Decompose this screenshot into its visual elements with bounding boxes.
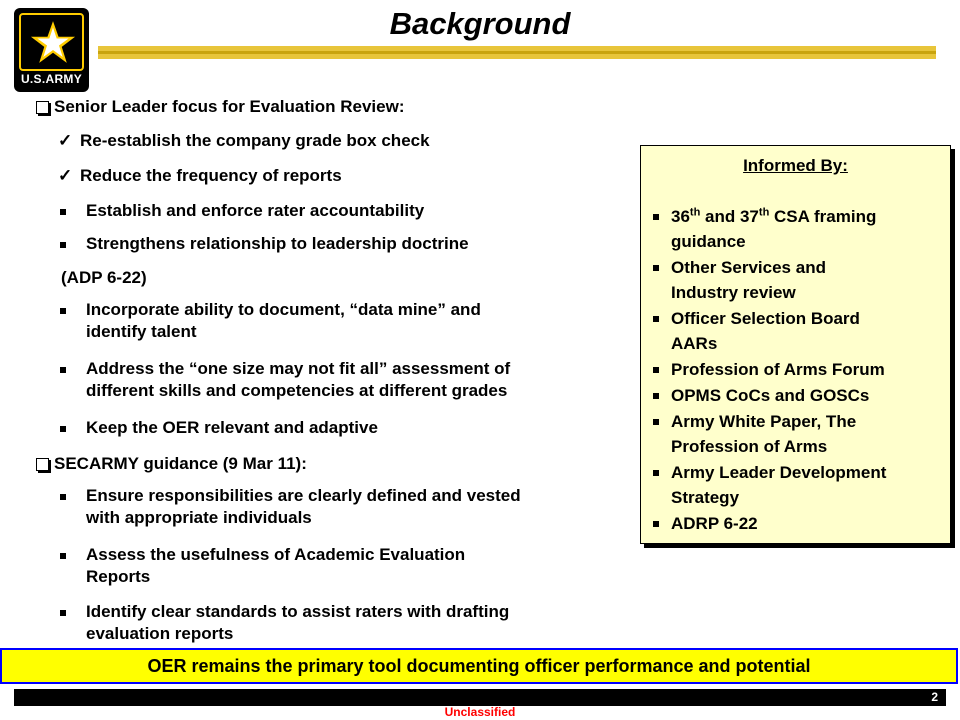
list-item-text: SECARMY guidance (9 Mar 11): (54, 454, 307, 473)
informed-by-heading: Informed By: (743, 156, 848, 175)
list-item-text: Re-establish the company grade box check (80, 131, 430, 150)
list-item-text-line1: Address the “one size may not fit all” assessment of (86, 359, 511, 378)
footer-bar (14, 689, 946, 706)
logo-text: U.S.ARMY (20, 72, 83, 86)
square-bullet-icon (653, 265, 659, 271)
square-bullet-icon (60, 494, 66, 500)
list-item-line2: Strategy (671, 488, 740, 507)
list-item-line1: Officer Selection Board (671, 309, 860, 328)
list-item-text: (ADP 6-22) (61, 268, 147, 287)
ordinal-suffix: th (689, 206, 701, 219)
square-bullet-icon (653, 214, 659, 220)
checkbox-bullet-icon (36, 458, 49, 471)
classification-label: Unclassified (444, 705, 516, 719)
list-item-line1: Profession of Arms Forum (671, 360, 885, 379)
list-item-text: Strengthens relationship to leadership doctrine (86, 234, 469, 253)
list-item-text-line1: Incorporate ability to document, “data mine” and (86, 300, 481, 319)
informed-by-list (653, 204, 943, 537)
informed-by-box (640, 145, 951, 544)
list-item-text-line2: Reports (86, 567, 151, 586)
list-item (653, 306, 943, 356)
list-item-text: Establish and enforce rater accountability (86, 201, 425, 220)
square-bullet-icon (60, 367, 66, 373)
square-bullet-icon (653, 521, 659, 527)
square-bullet-icon (653, 367, 659, 373)
checkmark-icon: ✓ (58, 131, 73, 150)
square-bullet-icon (653, 470, 659, 476)
list-item-text-line1: Ensure responsibilities are clearly defined and vested (86, 486, 521, 505)
list-item-line1: ADRP 6-22 (671, 514, 758, 533)
square-bullet-icon (653, 393, 659, 399)
csa-number-36: 36 (671, 207, 690, 226)
square-bullet-icon (653, 419, 659, 425)
list-item-text-line2: different skills and competencies at different grades (86, 381, 508, 400)
list-item (653, 511, 943, 536)
list-item-line1: Other Services and (671, 258, 826, 277)
square-bullet-icon (653, 316, 659, 322)
list-item-text: Keep the OER relevant and adaptive (86, 418, 378, 437)
list-item-line1 (671, 204, 943, 229)
list-item-line1: Army Leader Development (671, 463, 887, 482)
list-item-text: Reduce the frequency of reports (80, 166, 342, 185)
list-item-text: CSA framing (769, 207, 877, 226)
square-bullet-icon (60, 242, 66, 248)
page-title: Background (389, 6, 571, 41)
list-item-line2: AARs (671, 334, 718, 353)
list-item (653, 409, 943, 459)
list-item (653, 460, 943, 510)
list-item-text-line2: identify talent (86, 322, 197, 341)
title-rule (98, 46, 936, 59)
csa-number-37: and 37 (700, 207, 759, 226)
square-bullet-icon (60, 553, 66, 559)
checkmark-icon: ✓ (58, 166, 73, 185)
list-item (653, 255, 943, 305)
list-item (653, 357, 943, 382)
list-item-line2: Industry review (671, 283, 796, 302)
square-bullet-icon (60, 610, 66, 616)
list-item-text-line1: Assess the usefulness of Academic Evaluation (86, 545, 466, 564)
list-item (653, 383, 943, 408)
ordinal-suffix: th (758, 206, 770, 219)
key-message-banner: OER remains the primary tool documenting officer performance and potential (0, 648, 958, 684)
checkbox-bullet-icon (36, 101, 49, 114)
list-item-text-line2: evaluation reports (86, 624, 234, 643)
list-item-line2: guidance (671, 232, 746, 251)
list-item-text-line1: Identify clear standards to assist raters with drafting (86, 602, 510, 621)
square-bullet-icon (60, 308, 66, 314)
square-bullet-icon (60, 209, 66, 215)
square-bullet-icon (60, 426, 66, 432)
list-item-line1: Army White Paper, The (671, 412, 857, 431)
page-number: 2 (931, 690, 938, 704)
list-item-line2: Profession of Arms (671, 437, 828, 456)
list-item-line1: OPMS CoCs and GOSCs (671, 386, 870, 405)
list-item (653, 204, 943, 254)
list-item-text: Senior Leader focus for Evaluation Review: (54, 97, 405, 116)
list-item-text-line2: with appropriate individuals (86, 508, 312, 527)
